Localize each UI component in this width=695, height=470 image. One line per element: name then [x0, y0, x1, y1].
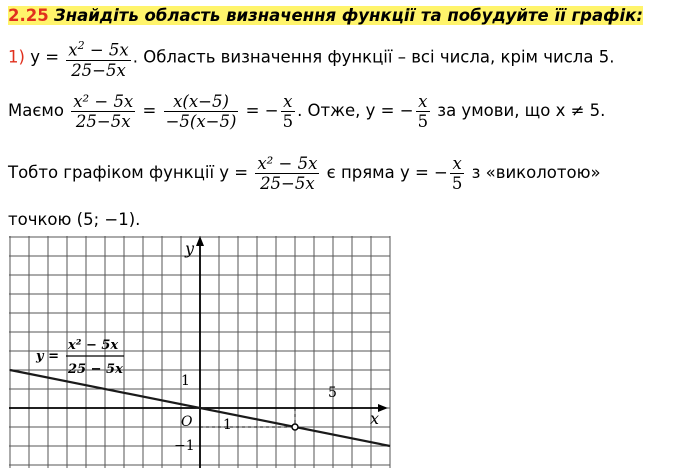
fraction-f-den: 5: [451, 174, 463, 193]
axis-labels: [174, 239, 379, 454]
fraction-e: [255, 154, 319, 193]
fraction-f: [450, 154, 465, 193]
fraction-b-num: x(x−5): [164, 92, 239, 112]
solution-line-4: точкою (5; −1).: [8, 210, 141, 229]
line-statement: є пряма у = −: [321, 163, 448, 182]
fraction-a-den: 25−5x: [75, 112, 131, 131]
function-label-den: 25 − 5x: [68, 362, 123, 377]
graph-statement-lead: Тобто графіком функції у =: [8, 163, 249, 182]
tick-y-minus-1: −1: [174, 438, 195, 454]
exercise-header-highlight: [8, 6, 643, 25]
fraction-e-num: x² − 5x: [257, 154, 318, 173]
item-number: 1): [8, 47, 25, 67]
domain-statement: . Область визначення функції – всі числа, крім числа 5.: [132, 47, 615, 67]
y-axis-label: y: [185, 239, 195, 258]
function-graph: [0, 228, 400, 470]
function-label-y: y =: [36, 349, 59, 364]
num-x: x: [68, 40, 78, 60]
fraction-d-num: x: [416, 92, 431, 112]
punctured-text: з «виколотою»: [466, 163, 601, 182]
fraction-c-num: x: [281, 92, 296, 112]
solution-line-2: [8, 92, 605, 131]
tick-y-1: 1: [181, 373, 190, 389]
fraction-numerator: [66, 36, 130, 61]
solution-line-1: [8, 36, 614, 80]
fraction-a-num: x² − 5x: [73, 92, 134, 111]
fraction-denominator: 25−5x: [71, 60, 126, 80]
exercise-number: 2.25: [8, 6, 49, 25]
function-label-num: x² − 5x: [68, 338, 119, 353]
fraction-original: [66, 36, 130, 80]
num-exponent: 2: [77, 39, 85, 52]
fraction-d-den: 5: [417, 112, 429, 131]
fraction-c-den: 5: [282, 112, 294, 131]
x-axis-label: x: [370, 409, 380, 428]
exercise-header: [8, 6, 643, 25]
fraction-f-num: x: [450, 154, 465, 174]
equals-1: =: [142, 101, 157, 120]
tick-x-5: 5: [328, 385, 337, 401]
fraction-c: [281, 92, 296, 131]
fraction-b: [164, 92, 239, 131]
lead-word: Маємо: [8, 101, 64, 120]
exercise-title: Знайдіть область визначення функції та побудуйте її графік:: [53, 6, 643, 25]
condition-text: за умови, що х ≠ 5.: [432, 101, 606, 120]
fraction-d: [416, 92, 431, 131]
y-equals: y =: [30, 47, 60, 67]
equals-minus-1: = −: [245, 101, 279, 120]
fraction-e-den: 25−5x: [260, 174, 315, 193]
origin-label: O: [181, 414, 193, 430]
solution-line-3: [8, 154, 601, 193]
x-axis-arrow: [378, 404, 388, 412]
num-rest: − 5x: [89, 40, 129, 60]
fraction-a: [71, 92, 135, 131]
fraction-b-den: −5(x−5): [165, 112, 237, 131]
therefore-text: . Отже, у = −: [297, 101, 414, 120]
tick-x-1: 1: [223, 417, 232, 433]
excluded-point: [292, 424, 298, 430]
